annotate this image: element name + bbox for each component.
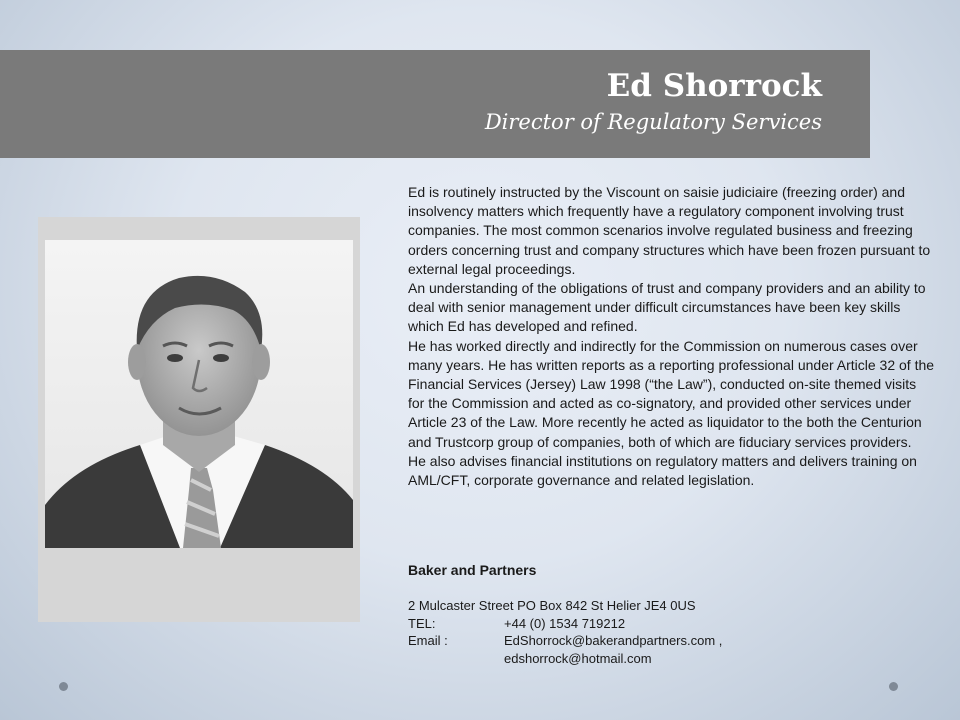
- bullet-dot-icon: [59, 682, 68, 691]
- company-name: Baker and Partners: [408, 562, 537, 578]
- portrait-photo: [45, 240, 353, 548]
- portrait-illustration: [45, 240, 353, 548]
- phone-label: TEL:: [408, 615, 436, 631]
- contact-details: [408, 597, 936, 667]
- bullet-dot-icon: [889, 682, 898, 691]
- company-address: 2 Mulcaster Street PO Box 842 St Helier JE4 0US: [408, 598, 696, 613]
- phone-row: [408, 615, 936, 633]
- bio-paragraph: He has worked directly and indirectly for the Commission on numerous cases over many years. He has written reports as a reporting professional under Article 32 of the Financial Services (Jersey) Law 1998 (“the Law”), conducted on-site themed visits for the Commission and acted as co-signatory, and provided other services under Article 23 of the Law. More recently he acted as liquidator to the both the Centurion and Trustcorp group of companies, both of which are fiduciary services providers.: [408, 337, 935, 450]
- person-name: Ed Shorrock: [606, 68, 822, 104]
- bio-paragraph: Ed is routinely instructed by the Viscount on saisie judiciaire (freezing order) and insolvency matters which frequently have a regulatory component involving trust companies. The most common scenarios involve regulated business and freezing orders concerning trust and company structures which have been frozen pursuant to external legal proceedings.: [408, 184, 931, 277]
- biography: [408, 183, 936, 490]
- bio-paragraph: An understanding of the obligations of trust and company providers and an ability to deal with senior management under difficult circumstances have been key skills which Ed has developed and refined.: [408, 280, 926, 335]
- photo-frame: [38, 217, 360, 622]
- bio-paragraph: He also advises financial institutions on regulatory matters and delivers training on AML/CFT, corporate governance and related legislation.: [408, 452, 917, 489]
- email-address-secondary[interactable]: edshorrock@hotmail.com: [504, 650, 652, 666]
- email-label: Email :: [408, 633, 448, 649]
- title-bar: [0, 50, 870, 158]
- person-role: Director of Regulatory Services: [484, 110, 822, 134]
- phone-number: +44 (0) 1534 719212: [504, 615, 626, 631]
- email-address-primary[interactable]: EdShorrock@bakerandpartners.com ,: [504, 633, 723, 649]
- email-row: [408, 632, 936, 650]
- email-row-secondary: [408, 650, 936, 668]
